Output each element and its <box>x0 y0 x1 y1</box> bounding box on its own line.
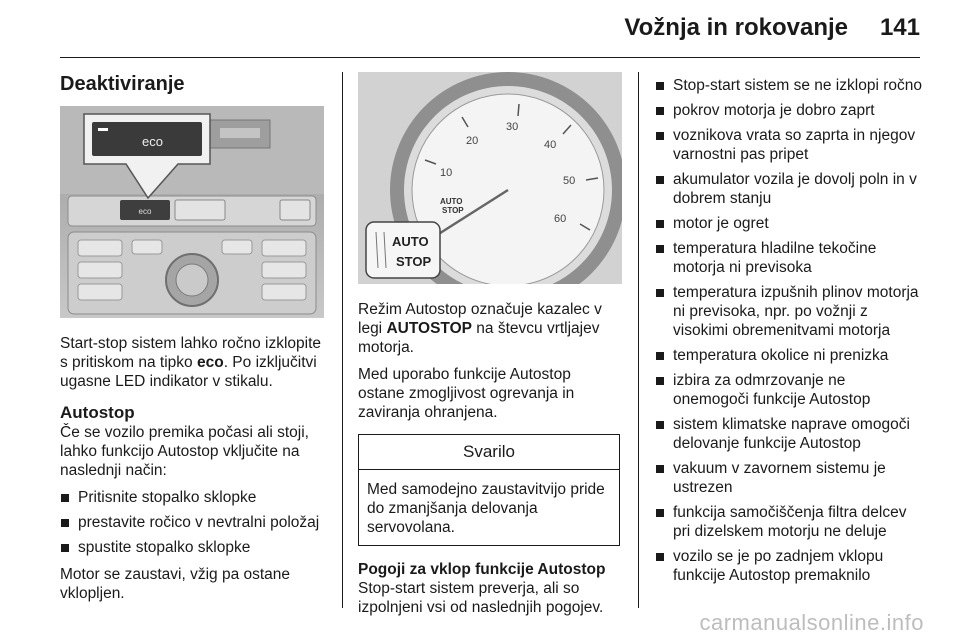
list-item: Stop-start sistem se ne izklopi ročno <box>655 76 925 95</box>
paragraph: Motor se zaustavi, vžig pa ostane vklopljen. <box>60 566 291 602</box>
middle-column <box>358 72 620 625</box>
tick-label: 10 <box>440 167 453 179</box>
tick-label: 40 <box>544 139 557 151</box>
list-item: motor je ogret <box>655 214 925 233</box>
list-item: vakuum v zavornem sistemu je ustrezen <box>655 459 925 497</box>
eco-small-label: eco <box>138 207 152 216</box>
subheading: Pogoji za vklop funkcije Autostop <box>358 561 606 578</box>
tick-label: 30 <box>506 121 519 133</box>
autostop-key: AUTOSTOP <box>386 320 472 337</box>
eco-key: eco <box>196 354 224 371</box>
list-item: spustite stopalko sklopke <box>60 538 330 557</box>
list-item: Pritisnite stopalko sklopke <box>60 488 330 507</box>
list-item: pokrov motorja je dobro zaprt <box>655 101 925 120</box>
section-heading: Deaktiviranje <box>60 73 185 95</box>
page-number: 141 <box>879 14 920 41</box>
list-item: temperatura izpušnih plinov motorja ni previsoka, npr. po vožnji z visokimi obremenitvami motorja <box>655 283 925 340</box>
paragraph: Stop-start sistem preverja, ali so izpolnjeni vsi od naslednjih pogojev. <box>358 580 604 616</box>
column-divider <box>342 72 343 608</box>
paragraph: Med uporabo funkcije Autostop ostane zmogljivost ogrevanja in zaviranja ohranjena. <box>358 366 575 421</box>
right-column <box>655 76 925 593</box>
callout-autostop-label: AUTO <box>392 234 429 249</box>
page-title: Vožnja in rokovanje <box>624 14 848 41</box>
paragraph: Če se vozilo premika počasi ali stoji, lahko funkcijo Autostop vključite na naslednji način: <box>60 424 309 479</box>
tachometer-figure <box>358 72 622 284</box>
dial-autostop-label: STOP <box>442 206 464 215</box>
column-divider <box>638 72 639 608</box>
list-item: akumulator vozila je dovolj poln in v dobrem stanju <box>655 170 925 208</box>
left-column <box>60 72 330 611</box>
subheading: Autostop <box>60 403 135 422</box>
list-item: prestavite ročico v nevtralni položaj <box>60 513 330 532</box>
list-item: vozilo se je po zadnjem vklopu funkcije Autostop premaknilo <box>655 547 925 585</box>
warning-box <box>358 434 620 546</box>
list-item: sistem klimatske naprave omogoči delovanje funkcije Autostop <box>655 415 925 453</box>
list-item: temperatura okolice ni prenizka <box>655 346 925 365</box>
header-rule <box>60 57 920 58</box>
tick-label: 50 <box>563 175 576 187</box>
list-item: funkcija samočiščenja filtra delcev pri dizelskem motorju ne deluje <box>655 503 925 541</box>
page-header <box>0 0 960 60</box>
eco-zoom-label: eco <box>142 134 163 149</box>
step-list <box>60 488 330 557</box>
list-item: voznikova vrata so zaprta in njegov varnostni pas pripet <box>655 126 925 164</box>
conditions-list <box>655 76 925 585</box>
eco-button-figure <box>60 106 324 318</box>
list-item: temperatura hladilne tekočine motorja ni previsoka <box>655 239 925 277</box>
list-item: izbira za odmrzovanje ne onemogoči funkcije Autostop <box>655 371 925 409</box>
callout-autostop-label: STOP <box>396 254 432 269</box>
tick-label: 20 <box>466 135 479 147</box>
paragraph: Režim Autostop označuje kazalec v legi AUTOSTOP na števcu vrtljajev motorja. <box>358 301 602 356</box>
dial-autostop-label: AUTO <box>440 197 463 206</box>
tick-label: 60 <box>554 213 567 225</box>
warning-title: Svarilo <box>359 435 619 470</box>
paragraph: Start-stop sistem lahko ročno izklopite s pritiskom na tipko eco. Po izključitvi ugasne LED indikator v stikalu. <box>60 335 322 390</box>
warning-body: Med samodejno zaustavitvijo pride do zmanjšanja delovanja servovolana. <box>367 481 605 536</box>
watermark: carmanualsonline.info <box>699 610 924 635</box>
